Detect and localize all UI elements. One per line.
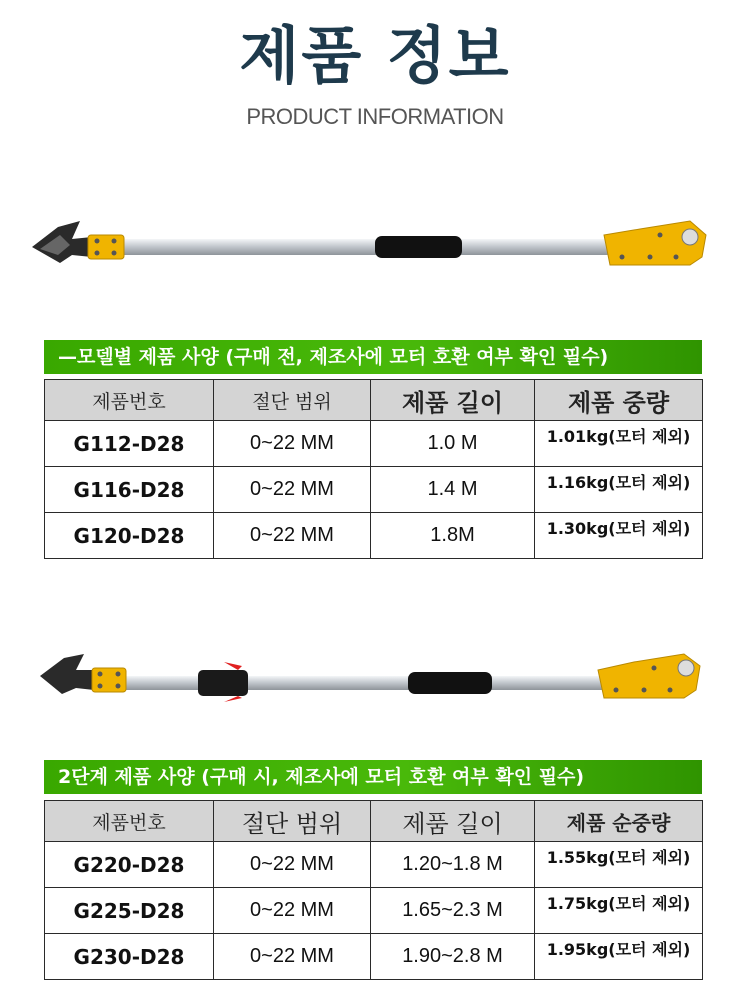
section1-banner: —모델별 제품 사양 (구매 전, 제조사에 모터 호환 여부 확인 필수): [44, 340, 702, 374]
cell-model: G230-D28: [45, 934, 214, 980]
header-net-weight: 제품 순중량: [535, 801, 703, 842]
header-model: 제품번호: [45, 801, 214, 842]
table-header-row: [45, 801, 703, 842]
table-row: [45, 467, 703, 513]
cell-weight: 1.01kg(모터 제외): [535, 421, 703, 467]
cell-weight: 1.55kg(모터 제외): [535, 842, 703, 888]
header-length: 제품 길이: [371, 801, 535, 842]
cell-length: 1.0 M: [371, 421, 535, 467]
cell-range: 0~22 MM: [214, 467, 371, 513]
table-row: [45, 842, 703, 888]
table-row: [45, 888, 703, 934]
cell-range: 0~22 MM: [214, 421, 371, 467]
cell-model: G112-D28: [45, 421, 214, 467]
cell-length: 1.65~2.3 M: [371, 888, 535, 934]
table-row: [45, 934, 703, 980]
cell-range: 0~22 MM: [214, 842, 371, 888]
header-weight: 제품 중량: [535, 380, 703, 421]
cell-model: G225-D28: [45, 888, 214, 934]
cell-length: 1.20~1.8 M: [371, 842, 535, 888]
table-row: [45, 421, 703, 467]
page-subtitle: PRODUCT INFORMATION: [246, 104, 504, 129]
header-cut-range: 절단 범위: [214, 801, 371, 842]
cell-weight: 1.16kg(모터 제외): [535, 467, 703, 513]
cell-length: 1.90~2.8 M: [371, 934, 535, 980]
section2-banner: 2단계 제품 사양 (구매 시, 제조사에 모터 호환 여부 확인 필수): [44, 760, 702, 794]
cell-model: G116-D28: [45, 467, 214, 513]
header-length: 제품 길이: [371, 380, 535, 421]
pole-pruner-image-1: [0, 205, 750, 295]
table-header-row: [45, 380, 703, 421]
header-cut-range: 절단 범위: [214, 380, 371, 421]
section2-spec-table: [44, 800, 703, 980]
cell-model: G220-D28: [45, 842, 214, 888]
cell-weight: 1.30kg(모터 제외): [535, 513, 703, 559]
cell-range: 0~22 MM: [214, 888, 371, 934]
header-model: 제품번호: [45, 380, 214, 421]
page-title: 제품 정보: [239, 19, 511, 92]
cell-weight: 1.75kg(모터 제외): [535, 888, 703, 934]
cell-length: 1.8M: [371, 513, 535, 559]
cell-model: G120-D28: [45, 513, 214, 559]
cell-length: 1.4 M: [371, 467, 535, 513]
cell-weight: 1.95kg(모터 제외): [535, 934, 703, 980]
section1-spec-table: [44, 379, 703, 559]
cell-range: 0~22 MM: [214, 513, 371, 559]
table-row: [45, 513, 703, 559]
cell-range: 0~22 MM: [214, 934, 371, 980]
pole-pruner-image-2: [0, 640, 750, 720]
